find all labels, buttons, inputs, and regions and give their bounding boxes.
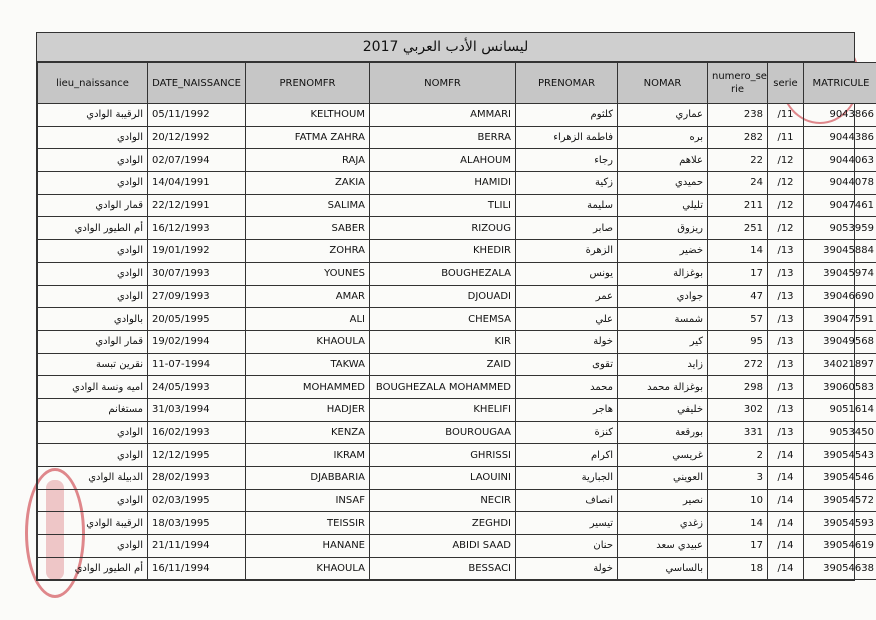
cell-serie: /11	[768, 104, 804, 127]
cell-date-naissance: 16/02/1993	[148, 421, 246, 444]
results-sheet	[36, 32, 874, 581]
table-row	[38, 535, 876, 558]
cell-numero-serie: 14	[708, 512, 768, 535]
cell-nom-fr: HAMIDI	[370, 172, 516, 195]
cell-numero-serie: 272	[708, 353, 768, 376]
cell-prenom-fr: DJABBARIA	[246, 467, 370, 490]
cell-serie: /13	[768, 421, 804, 444]
cell-lieu-naissance: قمار الوادي	[38, 194, 148, 217]
cell-numero-serie: 298	[708, 376, 768, 399]
cell-nom-fr: CHEMSA	[370, 308, 516, 331]
cell-numero-serie: 14	[708, 240, 768, 263]
header-nom-ar: NOMAR	[618, 63, 708, 104]
cell-nom-fr: KIR	[370, 330, 516, 353]
cell-date-naissance: 27/09/1993	[148, 285, 246, 308]
cell-nom-ar: بورقعة	[618, 421, 708, 444]
cell-date-naissance: 31/03/1994	[148, 398, 246, 421]
cell-lieu-naissance: الوادي	[38, 421, 148, 444]
cell-date-naissance: 16/12/1993	[148, 217, 246, 240]
header-numero-serie-line2: rie	[730, 84, 745, 95]
table-row	[38, 376, 876, 399]
cell-date-naissance: 14/04/1991	[148, 172, 246, 195]
cell-matricule: 9044063	[804, 149, 876, 172]
cell-nom-fr: DJOUADI	[370, 285, 516, 308]
cell-nom-fr: ALAHOUM	[370, 149, 516, 172]
cell-lieu-naissance: بالوادي	[38, 308, 148, 331]
cell-date-naissance: 11-07-1994	[148, 353, 246, 376]
cell-nom-ar: بالساسي	[618, 557, 708, 580]
cell-serie: /13	[768, 353, 804, 376]
header-prenom-fr: PRENOMFR	[246, 63, 370, 104]
table-row	[38, 353, 876, 376]
table-row	[38, 308, 876, 331]
cell-prenom-fr: AMAR	[246, 285, 370, 308]
cell-serie: /11	[768, 126, 804, 149]
cell-nom-ar: بره	[618, 126, 708, 149]
cell-prenom-ar: كلثوم	[516, 104, 618, 127]
cell-serie: /13	[768, 285, 804, 308]
cell-nom-ar: ريزوق	[618, 217, 708, 240]
table-row	[38, 444, 876, 467]
cell-prenom-fr: HADJER	[246, 398, 370, 421]
cell-matricule: 9044386	[804, 126, 876, 149]
cell-prenom-fr: TEISSIR	[246, 512, 370, 535]
cell-lieu-naissance: نقرين تبسة	[38, 353, 148, 376]
cell-prenom-fr: ZAKIA	[246, 172, 370, 195]
table-row	[38, 194, 876, 217]
cell-matricule: 39054572	[804, 489, 876, 512]
cell-prenom-ar: تقوى	[516, 353, 618, 376]
header-matricule: MATRICULE	[804, 63, 876, 104]
cell-numero-serie: 10	[708, 489, 768, 512]
cell-lieu-naissance: الرقيبة الوادي	[38, 512, 148, 535]
cell-prenom-ar: هاجر	[516, 398, 618, 421]
cell-prenom-ar: تيسير	[516, 512, 618, 535]
table-row	[38, 421, 876, 444]
cell-date-naissance: 19/02/1994	[148, 330, 246, 353]
cell-lieu-naissance: اميه ونسة الوادي	[38, 376, 148, 399]
cell-nom-ar: خضير	[618, 240, 708, 263]
cell-nom-fr: KHELIFI	[370, 398, 516, 421]
cell-serie: /14	[768, 467, 804, 490]
cell-matricule: 39054543	[804, 444, 876, 467]
cell-prenom-fr: INSAF	[246, 489, 370, 512]
cell-prenom-ar: علي	[516, 308, 618, 331]
cell-lieu-naissance: قمار الوادي	[38, 330, 148, 353]
cell-matricule: 9053450	[804, 421, 876, 444]
cell-lieu-naissance: الدبيلة الوادي	[38, 467, 148, 490]
cell-nom-ar: بوغزالة	[618, 262, 708, 285]
cell-lieu-naissance: الوادي	[38, 489, 148, 512]
cell-matricule: 9044078	[804, 172, 876, 195]
cell-prenom-fr: SABER	[246, 217, 370, 240]
cell-matricule: 39047591	[804, 308, 876, 331]
cell-numero-serie: 57	[708, 308, 768, 331]
cell-prenom-ar: الزهرة	[516, 240, 618, 263]
cell-serie: /12	[768, 172, 804, 195]
cell-date-naissance: 21/11/1994	[148, 535, 246, 558]
cell-nom-fr: KHEDIR	[370, 240, 516, 263]
cell-numero-serie: 24	[708, 172, 768, 195]
cell-serie: /13	[768, 240, 804, 263]
cell-prenom-fr: KENZA	[246, 421, 370, 444]
table-row	[38, 240, 876, 263]
cell-nom-fr: ZAID	[370, 353, 516, 376]
cell-nom-ar: نصير	[618, 489, 708, 512]
cell-lieu-naissance: الوادي	[38, 172, 148, 195]
cell-prenom-fr: SALIMA	[246, 194, 370, 217]
cell-prenom-ar: الجبارية	[516, 467, 618, 490]
cell-prenom-ar: اكرام	[516, 444, 618, 467]
table-row	[38, 330, 876, 353]
cell-date-naissance: 12/12/1995	[148, 444, 246, 467]
cell-date-naissance: 28/02/1993	[148, 467, 246, 490]
cell-serie: /12	[768, 217, 804, 240]
cell-prenom-ar: حنان	[516, 535, 618, 558]
cell-lieu-naissance: الوادي	[38, 535, 148, 558]
cell-nom-fr: BESSACI	[370, 557, 516, 580]
cell-matricule: 9047461	[804, 194, 876, 217]
cell-prenom-fr: TAKWA	[246, 353, 370, 376]
cell-prenom-ar: فاطمة الزهراء	[516, 126, 618, 149]
header-numero-serie-line1: numero_se	[712, 71, 767, 82]
header-nom-fr: NOMFR	[370, 63, 516, 104]
cell-prenom-fr: MOHAMMED	[246, 376, 370, 399]
cell-matricule: 9051614	[804, 398, 876, 421]
cell-serie: /13	[768, 376, 804, 399]
cell-matricule: 39054638	[804, 557, 876, 580]
cell-serie: /12	[768, 194, 804, 217]
cell-numero-serie: 251	[708, 217, 768, 240]
cell-matricule: 9053959	[804, 217, 876, 240]
cell-nom-ar: عماري	[618, 104, 708, 127]
cell-matricule: 39049568	[804, 330, 876, 353]
cell-date-naissance: 18/03/1995	[148, 512, 246, 535]
table-row	[38, 104, 876, 127]
header-prenom-ar: PRENOMAR	[516, 63, 618, 104]
cell-matricule: 34021897	[804, 353, 876, 376]
table-row	[38, 262, 876, 285]
cell-lieu-naissance: الرقيبة الوادي	[38, 104, 148, 127]
cell-prenom-fr: YOUNES	[246, 262, 370, 285]
cell-nom-fr: ABIDI SAAD	[370, 535, 516, 558]
cell-lieu-naissance: أم الطيور الوادي	[38, 217, 148, 240]
cell-date-naissance: 16/11/1994	[148, 557, 246, 580]
cell-matricule: 39054546	[804, 467, 876, 490]
table-row	[38, 285, 876, 308]
cell-numero-serie: 95	[708, 330, 768, 353]
cell-prenom-ar: انصاف	[516, 489, 618, 512]
cell-lieu-naissance: الوادي	[38, 444, 148, 467]
table-row	[38, 126, 876, 149]
cell-date-naissance: 22/12/1991	[148, 194, 246, 217]
cell-numero-serie: 17	[708, 262, 768, 285]
cell-prenom-fr: KELTHOUM	[246, 104, 370, 127]
cell-nom-ar: عبيدي سعد	[618, 535, 708, 558]
students-table	[37, 62, 876, 580]
cell-numero-serie: 331	[708, 421, 768, 444]
cell-date-naissance: 19/01/1992	[148, 240, 246, 263]
cell-numero-serie: 302	[708, 398, 768, 421]
cell-serie: /14	[768, 557, 804, 580]
cell-prenom-ar: رجاء	[516, 149, 618, 172]
cell-serie: /13	[768, 398, 804, 421]
cell-nom-ar: غريسي	[618, 444, 708, 467]
cell-nom-fr: NECIR	[370, 489, 516, 512]
table-row	[38, 467, 876, 490]
cell-numero-serie: 211	[708, 194, 768, 217]
cell-lieu-naissance: الوادي	[38, 240, 148, 263]
table-row	[38, 172, 876, 195]
cell-date-naissance: 20/05/1995	[148, 308, 246, 331]
cell-date-naissance: 02/07/1994	[148, 149, 246, 172]
cell-nom-fr: AMMARI	[370, 104, 516, 127]
cell-prenom-fr: KHAOULA	[246, 330, 370, 353]
cell-matricule: 39054593	[804, 512, 876, 535]
cell-numero-serie: 22	[708, 149, 768, 172]
cell-nom-fr: RIZOUG	[370, 217, 516, 240]
table-header-row	[38, 63, 876, 104]
cell-nom-fr: BOUROUGAA	[370, 421, 516, 444]
cell-date-naissance: 20/12/1992	[148, 126, 246, 149]
cell-nom-fr: ZEGHDI	[370, 512, 516, 535]
cell-prenom-ar: زكية	[516, 172, 618, 195]
cell-numero-serie: 3	[708, 467, 768, 490]
cell-nom-fr: BOUGHEZALA MOHAMMED	[370, 376, 516, 399]
cell-nom-ar: تليلي	[618, 194, 708, 217]
cell-nom-ar: زايد	[618, 353, 708, 376]
cell-matricule: 9043866	[804, 104, 876, 127]
header-date-naissance: DATE_NAISSANCE	[148, 63, 246, 104]
cell-lieu-naissance: الوادي	[38, 126, 148, 149]
cell-date-naissance: 02/03/1995	[148, 489, 246, 512]
cell-nom-fr: BERRA	[370, 126, 516, 149]
table-row	[38, 398, 876, 421]
cell-numero-serie: 47	[708, 285, 768, 308]
cell-date-naissance: 30/07/1993	[148, 262, 246, 285]
cell-numero-serie: 282	[708, 126, 768, 149]
cell-lieu-naissance: الوادي	[38, 149, 148, 172]
cell-prenom-fr: HANANE	[246, 535, 370, 558]
cell-prenom-ar: يونس	[516, 262, 618, 285]
cell-numero-serie: 18	[708, 557, 768, 580]
cell-prenom-ar: محمد	[516, 376, 618, 399]
cell-lieu-naissance: أم الطيور الوادي	[38, 557, 148, 580]
table-row	[38, 149, 876, 172]
cell-prenom-fr: ZOHRA	[246, 240, 370, 263]
cell-serie: /13	[768, 330, 804, 353]
cell-nom-ar: شمسة	[618, 308, 708, 331]
cell-date-naissance: 24/05/1993	[148, 376, 246, 399]
sheet-title: ليسانس الأدب العربي 2017	[37, 33, 854, 62]
cell-numero-serie: 2	[708, 444, 768, 467]
cell-nom-fr: TLILI	[370, 194, 516, 217]
header-serie: serie	[768, 63, 804, 104]
cell-serie: /14	[768, 535, 804, 558]
cell-prenom-ar: خولة	[516, 557, 618, 580]
cell-nom-ar: حميدي	[618, 172, 708, 195]
cell-prenom-fr: FATMA ZAHRA	[246, 126, 370, 149]
cell-matricule: 39054619	[804, 535, 876, 558]
cell-numero-serie: 238	[708, 104, 768, 127]
cell-serie: /14	[768, 489, 804, 512]
cell-serie: /14	[768, 444, 804, 467]
cell-nom-ar: العويني	[618, 467, 708, 490]
table-row	[38, 489, 876, 512]
cell-prenom-ar: عمر	[516, 285, 618, 308]
cell-matricule: 39060583	[804, 376, 876, 399]
cell-matricule: 39045974	[804, 262, 876, 285]
cell-prenom-ar: سليمة	[516, 194, 618, 217]
cell-prenom-ar: صابر	[516, 217, 618, 240]
cell-prenom-fr: RAJA	[246, 149, 370, 172]
cell-serie: /14	[768, 512, 804, 535]
cell-serie: /12	[768, 149, 804, 172]
cell-lieu-naissance: مستغانم	[38, 398, 148, 421]
cell-matricule: 39046690	[804, 285, 876, 308]
cell-nom-ar: بوغزالة محمد	[618, 376, 708, 399]
cell-matricule: 39045884	[804, 240, 876, 263]
cell-nom-ar: جوادي	[618, 285, 708, 308]
cell-prenom-ar: كنزة	[516, 421, 618, 444]
cell-nom-ar: زغدي	[618, 512, 708, 535]
cell-nom-fr: LAOUINI	[370, 467, 516, 490]
cell-prenom-fr: KHAOULA	[246, 557, 370, 580]
header-numero-serie	[708, 63, 768, 104]
table-row	[38, 557, 876, 580]
cell-nom-fr: GHRISSI	[370, 444, 516, 467]
cell-nom-ar: خليفي	[618, 398, 708, 421]
header-lieu-naissance: lieu_naissance	[38, 63, 148, 104]
cell-lieu-naissance: الوادي	[38, 285, 148, 308]
cell-serie: /13	[768, 308, 804, 331]
cell-nom-fr: BOUGHEZALA	[370, 262, 516, 285]
cell-prenom-fr: IKRAM	[246, 444, 370, 467]
cell-date-naissance: 05/11/1992	[148, 104, 246, 127]
table-row	[38, 217, 876, 240]
cell-lieu-naissance: الوادي	[38, 262, 148, 285]
cell-nom-ar: علاهم	[618, 149, 708, 172]
table-body	[38, 104, 876, 580]
cell-prenom-ar: خولة	[516, 330, 618, 353]
cell-nom-ar: كير	[618, 330, 708, 353]
table-row	[38, 512, 876, 535]
cell-serie: /13	[768, 262, 804, 285]
cell-numero-serie: 17	[708, 535, 768, 558]
cell-prenom-fr: ALI	[246, 308, 370, 331]
